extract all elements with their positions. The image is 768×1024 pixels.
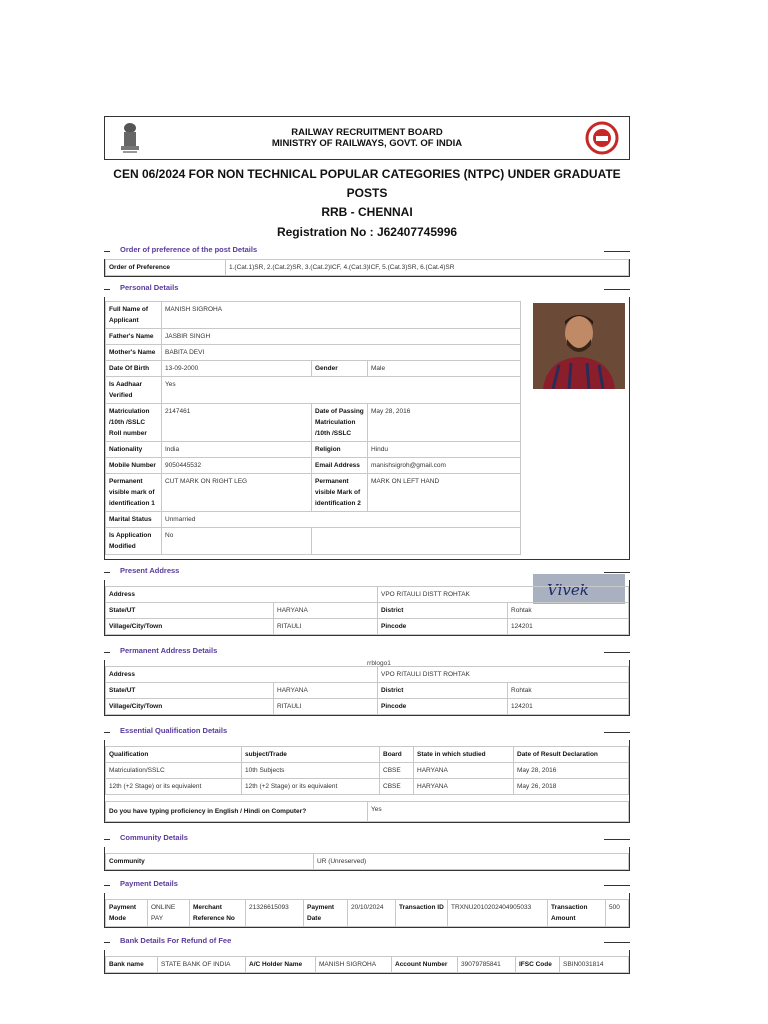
ifsc-value: SBIN0031814 [560, 957, 629, 973]
table-row [106, 361, 521, 377]
permanent-address-table [105, 666, 629, 715]
column-header: Date of Result Declaration [514, 747, 629, 763]
preference-table [105, 259, 629, 276]
bank-table [105, 956, 629, 973]
table-cell: HARYANA [414, 779, 514, 795]
table-cell: May 26, 2018 [514, 779, 629, 795]
mark2-label: Permanent visible Mark of identification 2 [312, 474, 368, 512]
preference-box [104, 259, 630, 277]
qualification-section [104, 724, 630, 823]
aadhaar-value: Yes [162, 377, 521, 404]
section-title: Community Details [120, 833, 188, 842]
table-row [106, 458, 521, 474]
mark1-value: CUT MARK ON RIGHT LEG [162, 474, 312, 512]
present-address-box [104, 580, 630, 636]
column-header: Qualification [106, 747, 242, 763]
preference-label: Order of Preference [106, 260, 226, 276]
table-row [106, 683, 629, 699]
table-row [106, 603, 629, 619]
district-label: District [378, 683, 508, 699]
typing-value: Yes [368, 802, 629, 822]
typing-label: Do you have typing proficiency in English / Hindi on Computer? [106, 802, 368, 822]
section-title: Personal Details [120, 283, 179, 292]
header-line-2: MINISTRY OF RAILWAYS, GOVT. OF INDIA [271, 138, 463, 149]
modified-value: No [162, 528, 312, 555]
qualification-table [105, 746, 629, 795]
mark1-label: Permanent visible mark of identification 1 [106, 474, 162, 512]
notification-line-1: CEN 06/2024 FOR NON TECHNICAL POPULAR CATEGORIES (NTPC) UNDER GRADUATE [113, 167, 621, 181]
present-address-section [104, 564, 630, 636]
registration-number: Registration No : J62407745996 [276, 225, 458, 239]
email-value: manishsigroh@gmail.com [368, 458, 521, 474]
table-row [106, 260, 629, 276]
table-row [106, 404, 521, 442]
transaction-amount-value: 500 [606, 900, 629, 927]
district-label: District [378, 603, 508, 619]
district-value: Rohtak [508, 603, 629, 619]
section-title: Permanent Address Details [120, 646, 218, 655]
matric-roll-label: Matriculation /10th /SSLC Roll number [106, 404, 162, 442]
pincode-value: 124201 [508, 619, 629, 635]
dob-label: Date Of Birth [106, 361, 162, 377]
table-row [106, 802, 629, 822]
table-row [106, 699, 629, 715]
table-row [106, 667, 629, 683]
table-header-row [106, 747, 629, 763]
nationality-label: Nationality [106, 442, 162, 458]
section-header [104, 564, 630, 580]
payment-mode-label: Payment Mode [106, 900, 148, 927]
state-value: HARYANA [274, 683, 378, 699]
state-value: HARYANA [274, 603, 378, 619]
section-title: Essential Qualification Details [120, 726, 228, 735]
account-number-value: 39079785841 [458, 957, 516, 973]
section-title: Bank Details For Refund of Fee [120, 936, 232, 945]
bank-name-value: STATE BANK OF INDIA [158, 957, 246, 973]
matric-roll-value: 2147461 [162, 404, 312, 442]
community-section [104, 831, 630, 871]
holder-name-label: A/C Holder Name [246, 957, 316, 973]
rrb-name: RRB - CHENNAI [321, 205, 413, 219]
dob-value: 13-09-2000 [162, 361, 312, 377]
table-row [106, 854, 629, 870]
table-row [106, 779, 629, 795]
section-header [104, 831, 630, 847]
signature-text: Vivek [547, 581, 589, 599]
modified-label: Is Application Modified [106, 528, 162, 555]
notification-title [104, 165, 630, 222]
table-row [106, 587, 629, 603]
table-cell: CBSE [380, 779, 414, 795]
community-label: Community [106, 854, 314, 870]
section-header [104, 243, 630, 259]
payment-table [105, 899, 629, 927]
table-cell: Matriculation/SSLC [106, 763, 242, 779]
application-document [104, 116, 630, 974]
column-header: Board [380, 747, 414, 763]
transaction-amount-label: Transaction Amount [548, 900, 606, 927]
table-cell: HARYANA [414, 763, 514, 779]
village-label: Village/City/Town [106, 619, 274, 635]
section-header [104, 644, 630, 660]
matric-date-label: Date of Passing Matriculation /10th /SSLC [312, 404, 368, 442]
matric-date-value: May 28, 2016 [368, 404, 521, 442]
header-title [105, 127, 629, 149]
section-header [104, 724, 630, 740]
marital-value: Unmarried [162, 512, 521, 528]
marital-label: Marital Status [106, 512, 162, 528]
preference-value: 1.(Cat.1)SR, 2.(Cat.2)SR, 3.(Cat.2)ICF, 4.(Cat.3)ICF, 5.(Cat.3)SR, 6.(Cat.4)SR [226, 260, 629, 276]
section-header [104, 877, 630, 893]
table-row [106, 512, 521, 528]
indian-railways-logo-icon [585, 121, 619, 155]
full-name-label: Full Name of Applicant [106, 302, 162, 329]
address-label: Address [106, 667, 378, 683]
bank-box [104, 950, 630, 974]
section-title: Order of preference of the post Details [120, 245, 258, 254]
preference-section [104, 243, 630, 277]
address-label: Address [106, 587, 378, 603]
present-address-table [105, 586, 629, 635]
column-header: State in which studied [414, 747, 514, 763]
bank-section [104, 934, 630, 974]
typing-table [105, 801, 629, 822]
father-name-label: Father's Name [106, 329, 162, 345]
qualification-box [104, 740, 630, 823]
mother-name-label: Mother's Name [106, 345, 162, 361]
community-table [105, 853, 629, 870]
document-header [104, 116, 630, 160]
table-cell: 12th (+2 Stage) or its equivalent [106, 779, 242, 795]
table-row [106, 377, 521, 404]
gender-label: Gender [312, 361, 368, 377]
mother-name-value: BABITA DEVI [162, 345, 521, 361]
table-cell: May 28, 2016 [514, 763, 629, 779]
column-header: subject/Trade [242, 747, 380, 763]
transaction-id-value: TRXNU2010202404905033 [448, 900, 548, 927]
village-label: Village/City/Town [106, 699, 274, 715]
person-photo-icon [533, 303, 625, 389]
email-label: Email Address [312, 458, 368, 474]
pincode-value: 124201 [508, 699, 629, 715]
address-value: VPO RITAULI DISTT ROHTAK [378, 587, 629, 603]
table-row [106, 442, 521, 458]
community-value: UR (Unreserved) [314, 854, 629, 870]
merchant-ref-label: Merchant Reference No [190, 900, 246, 927]
payment-mode-value: ONLINE PAY [148, 900, 190, 927]
state-label: State/UT [106, 683, 274, 699]
table-row [106, 957, 629, 973]
payment-box [104, 893, 630, 928]
notification-line-2: POSTS [346, 186, 388, 200]
bank-name-label: Bank name [106, 957, 158, 973]
mobile-value: 9050445532 [162, 458, 312, 474]
personal-table [105, 301, 521, 555]
gender-value: Male [368, 361, 521, 377]
table-row [106, 474, 521, 512]
broken-image-icon: rrblogo1 [367, 660, 391, 667]
table-row [106, 329, 521, 345]
table-row [106, 528, 521, 555]
transaction-id-label: Transaction ID [396, 900, 448, 927]
father-name-value: JASBIR SINGH [162, 329, 521, 345]
empty-cell [312, 528, 521, 555]
village-value: RITAULI [274, 619, 378, 635]
address-value: VPO RITAULI DISTT ROHTAK [378, 667, 629, 683]
religion-value: Hindu [368, 442, 521, 458]
nationality-value: India [162, 442, 312, 458]
holder-name-value: MANISH SIGROHA [316, 957, 392, 973]
account-number-label: Account Number [392, 957, 458, 973]
religion-label: Religion [312, 442, 368, 458]
village-value: RITAULI [274, 699, 378, 715]
pincode-label: Pincode [378, 619, 508, 635]
table-cell: 10th Subjects [242, 763, 380, 779]
state-label: State/UT [106, 603, 274, 619]
section-header [104, 934, 630, 950]
section-title: Present Address [120, 566, 180, 575]
table-row [106, 900, 629, 927]
table-row [106, 302, 521, 329]
table-cell: CBSE [380, 763, 414, 779]
table-cell: 12th (+2 Stage) or its equivalent [242, 779, 380, 795]
merchant-ref-value: 21326615093 [246, 900, 304, 927]
table-row [106, 619, 629, 635]
section-header [104, 281, 630, 297]
ifsc-label: IFSC Code [516, 957, 560, 973]
payment-date-value: 20/10/2024 [348, 900, 396, 927]
permanent-address-box [104, 660, 630, 716]
payment-date-label: Payment Date [304, 900, 348, 927]
full-name-value: MANISH SIGROHA [162, 302, 521, 329]
pincode-label: Pincode [378, 699, 508, 715]
payment-section [104, 877, 630, 928]
district-value: Rohtak [508, 683, 629, 699]
applicant-photo [533, 303, 625, 389]
section-title: Payment Details [120, 879, 178, 888]
mobile-label: Mobile Number [106, 458, 162, 474]
header-line-1: RAILWAY RECRUITMENT BOARD [291, 127, 443, 138]
mark2-value: MARK ON LEFT HAND [368, 474, 521, 512]
table-row [106, 763, 629, 779]
table-row [106, 345, 521, 361]
permanent-address-section [104, 644, 630, 716]
aadhaar-label: Is Aadhaar Verified [106, 377, 162, 404]
community-box [104, 847, 630, 871]
